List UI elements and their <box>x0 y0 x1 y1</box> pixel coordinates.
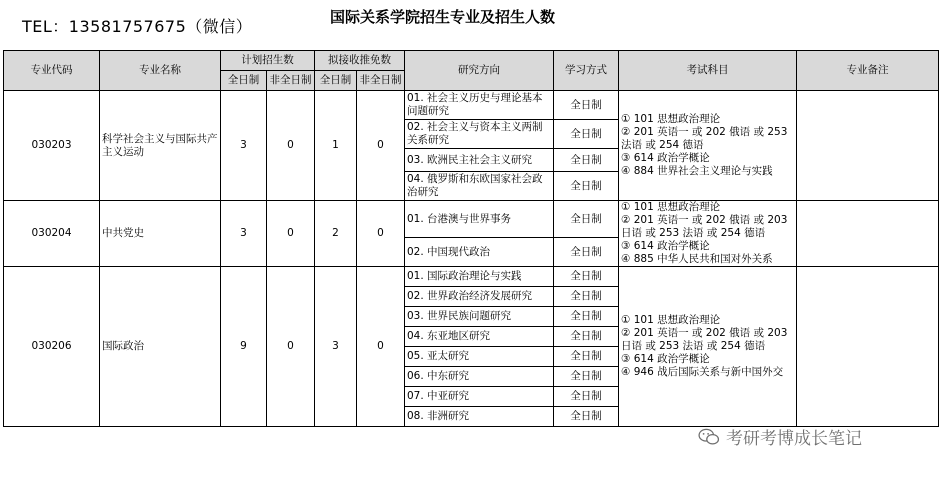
direction: 05. 亚太研究 <box>405 347 554 367</box>
study-mode: 全日制 <box>554 149 619 172</box>
page-title: 国际关系学院招生专业及招生人数 <box>330 8 556 26</box>
watermark <box>698 424 862 449</box>
direction: 01. 国际政治理论与实践 <box>405 267 554 287</box>
direction: 07. 中亚研究 <box>405 387 554 407</box>
major-name: 国际政治 <box>100 267 221 427</box>
study-mode: 全日制 <box>554 347 619 367</box>
exempt-fulltime: 2 <box>315 201 357 267</box>
major-code: 030206 <box>4 267 100 427</box>
header-exempt-parttime: 非全日制 <box>357 71 405 91</box>
plan-parttime: 0 <box>267 201 315 267</box>
study-mode: 全日制 <box>554 387 619 407</box>
header-plan-fulltime: 全日制 <box>221 71 267 91</box>
study-mode: 全日制 <box>554 407 619 427</box>
header-plan: 计划招生数 <box>221 51 315 71</box>
exam-subjects <box>619 201 797 267</box>
wechat-icon <box>698 428 720 446</box>
study-mode: 全日制 <box>554 238 619 267</box>
exam-subjects <box>619 91 797 201</box>
exam-subjects <box>619 267 797 427</box>
plan-fulltime: 3 <box>221 91 267 201</box>
plan-parttime: 0 <box>267 267 315 427</box>
major-remark <box>797 91 939 201</box>
subject-item: ③ 614 政治学概论 <box>621 152 710 164</box>
exempt-parttime: 0 <box>357 201 405 267</box>
header-remark: 专业备注 <box>797 51 939 91</box>
major-remark <box>797 201 939 267</box>
subject-item: ② 201 英语一 或 202 俄语 或 253 法语 或 254 德语 <box>621 126 788 151</box>
subject-item: ③ 614 政治学概论 <box>621 240 710 252</box>
subject-item: ③ 614 政治学概论 <box>621 353 710 365</box>
admissions-table <box>3 50 939 427</box>
direction: 02. 世界政治经济发展研究 <box>405 287 554 307</box>
study-mode: 全日制 <box>554 201 619 238</box>
table-row <box>4 201 939 238</box>
subject-item: ① 101 思想政治理论 <box>621 201 721 213</box>
header-direction: 研究方向 <box>405 51 554 91</box>
watermark-text: 考研考博成长笔记 <box>726 429 862 449</box>
plan-parttime: 0 <box>267 91 315 201</box>
direction: 01. 台港澳与世界事务 <box>405 201 554 238</box>
major-code: 030204 <box>4 201 100 267</box>
study-mode: 全日制 <box>554 307 619 327</box>
subject-item: ② 201 英语一 或 202 俄语 或 203 日语 或 253 法语 或 254 德语 <box>621 214 788 239</box>
major-name: 中共党史 <box>100 201 221 267</box>
study-mode: 全日制 <box>554 367 619 387</box>
exempt-parttime: 0 <box>357 267 405 427</box>
direction: 08. 非洲研究 <box>405 407 554 427</box>
contact-phone: TEL：13581757675（微信） <box>22 17 253 36</box>
major-name: 科学社会主义与国际共产主义运动 <box>100 91 221 201</box>
direction: 03. 欧洲民主社会主义研究 <box>405 149 554 172</box>
subject-item: ④ 946 战后国际关系与新中国外交 <box>621 366 784 378</box>
subject-item: ② 201 英语一 或 202 俄语 或 203 日语 或 253 法语 或 254 德语 <box>621 327 788 352</box>
direction: 06. 中东研究 <box>405 367 554 387</box>
study-mode: 全日制 <box>554 267 619 287</box>
study-mode: 全日制 <box>554 120 619 149</box>
study-mode: 全日制 <box>554 327 619 347</box>
direction: 03. 世界民族问题研究 <box>405 307 554 327</box>
direction: 04. 东亚地区研究 <box>405 327 554 347</box>
header-exempt-fulltime: 全日制 <box>315 71 357 91</box>
exempt-parttime: 0 <box>357 91 405 201</box>
header-code: 专业代码 <box>4 51 100 91</box>
major-code: 030203 <box>4 91 100 201</box>
exempt-fulltime: 1 <box>315 91 357 201</box>
table-row <box>4 91 939 120</box>
subject-item: ① 101 思想政治理论 <box>621 314 721 326</box>
direction: 04. 俄罗斯和东欧国家社会政治研究 <box>405 172 554 201</box>
table-row <box>4 267 939 287</box>
header-exempt: 拟接收推免数 <box>315 51 405 71</box>
subject-item: ④ 885 中华人民共和国对外关系 <box>621 253 773 265</box>
header-subjects: 考试科目 <box>619 51 797 91</box>
direction: 02. 社会主义与资本主义两制关系研究 <box>405 120 554 149</box>
subject-item: ④ 884 世界社会主义理论与实践 <box>621 165 773 177</box>
exempt-fulltime: 3 <box>315 267 357 427</box>
study-mode: 全日制 <box>554 172 619 201</box>
direction: 01. 社会主义历史与理论基本问题研究 <box>405 91 554 120</box>
direction: 02. 中国现代政治 <box>405 238 554 267</box>
header-plan-parttime: 非全日制 <box>267 71 315 91</box>
header-mode: 学习方式 <box>554 51 619 91</box>
plan-fulltime: 3 <box>221 201 267 267</box>
major-remark <box>797 267 939 427</box>
header-name: 专业名称 <box>100 51 221 91</box>
subject-item: ① 101 思想政治理论 <box>621 113 721 125</box>
plan-fulltime: 9 <box>221 267 267 427</box>
study-mode: 全日制 <box>554 91 619 120</box>
study-mode: 全日制 <box>554 287 619 307</box>
